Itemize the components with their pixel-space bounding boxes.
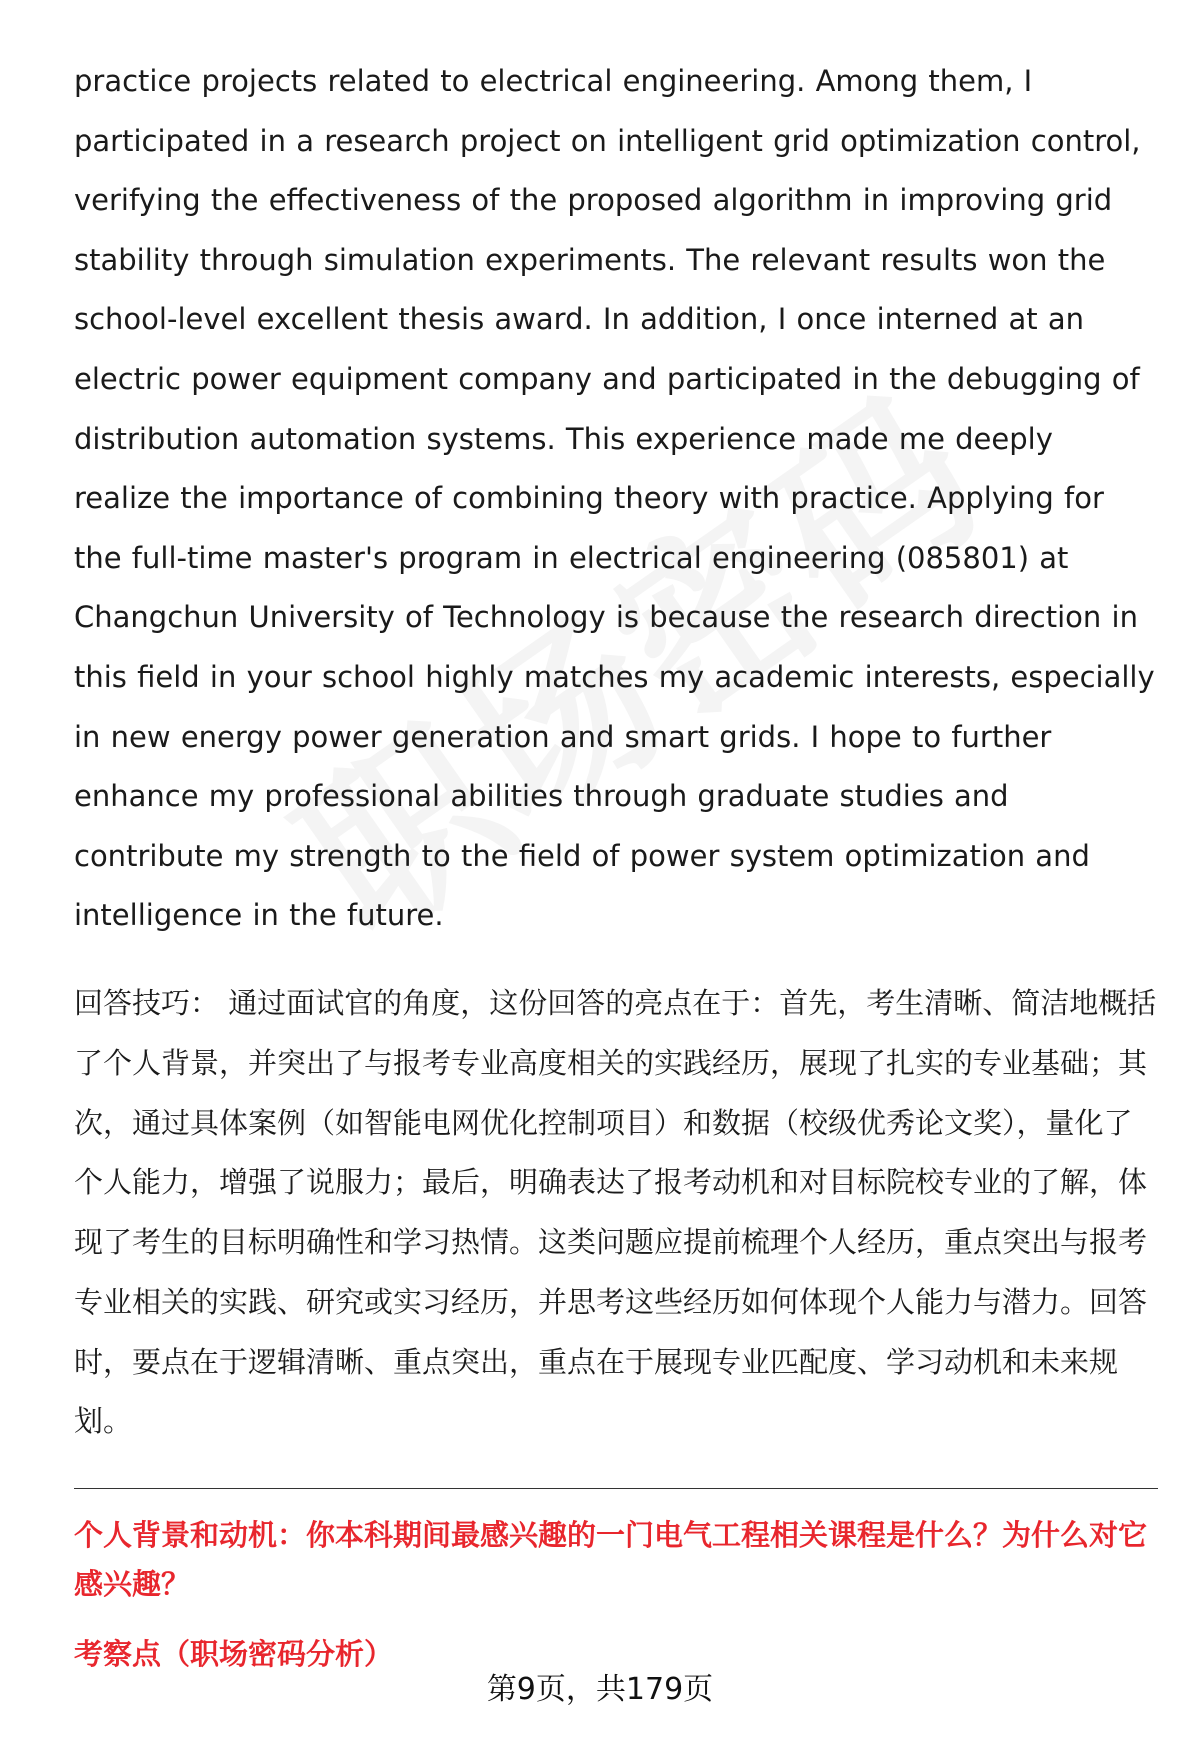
tips-paragraph: 回答技巧： 通过面试官的角度，这份回答的亮点在于：首先，考生清晰、简洁地概括了个人背景，并突出了与报考专业高度相关的实践经历，展现了扎实的专业基础；其次，通过具体案例（如智能电网优化控制项目）和数据（校级优秀论文奖），量化了个人能力，增强了说服力；最后，明确表达了报考动机和对目标院校专业的了解，体现了考生的目标明确性和学习热情。这类问题应提前梳理个人经历，重点突出与报考专业相关的实践、研究或实习经历，并思考这些经历如何体现个人能力与潜力。回答时，要点在于逻辑清晰、重点突出，重点在于展现专业匹配度、学习动机和未来规划。 — [74, 985, 1157, 1439]
analysis-heading: 考察点（职场密码分析） — [74, 1637, 394, 1672]
page-number-footer: 第9页，共179页 — [486, 1672, 714, 1707]
page-content — [74, 52, 1158, 1679]
question-heading: 个人背景和动机：你本科期间最感兴趣的一门电气工程相关课程是什么？为什么对它感兴趣？ — [74, 1518, 1148, 1602]
section-divider — [74, 1488, 1158, 1489]
english-paragraph: practice projects related to electrical engineering. Among them, I participated in a research project on intelligent grid optimization control, verifying the effectiveness of the proposed algorithm in improving grid stability through simulation experiments. The relevant results won the school-level excellent thesis award. In addition, I once interned at an electric power equipment company and participated in the debugging of distribution automation systems. This experience made me deeply realize the importance of combining theory with practice. Applying for the full-time master's program in electrical engineering (085801) at Changchun University of Technology is because the research direction in this field in your school highly matches my academic interests, especially in new energy power generation and smart grids. I hope to further enhance my professional abilities through graduate studies and contribute my strength to the field of power system optimization and intelligence in the future. — [74, 64, 1155, 933]
